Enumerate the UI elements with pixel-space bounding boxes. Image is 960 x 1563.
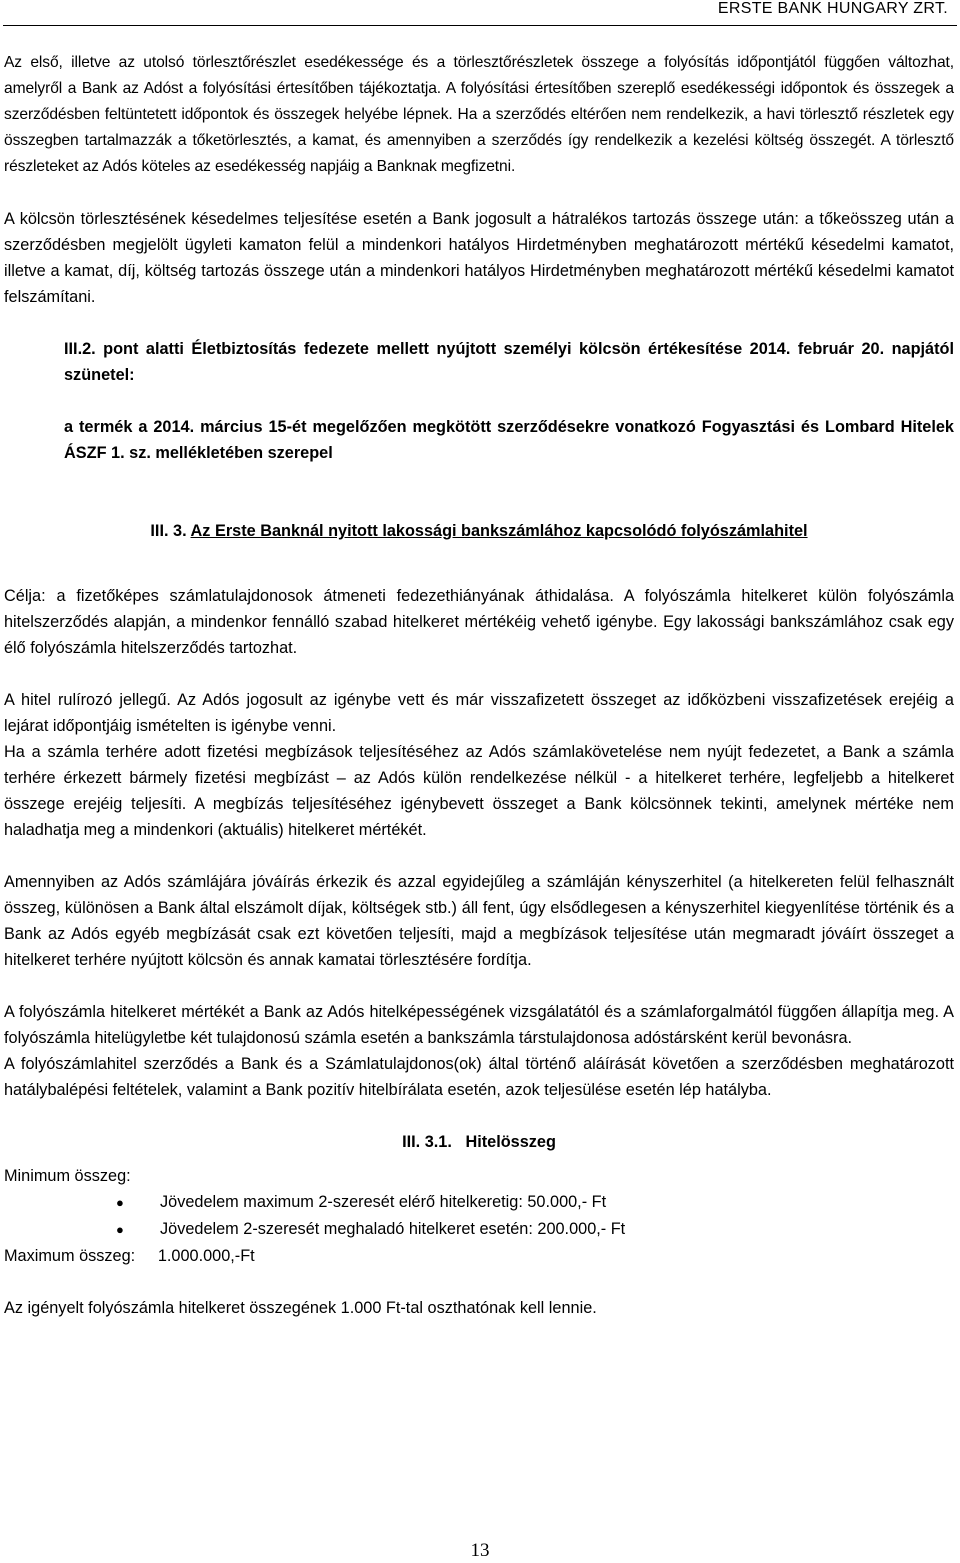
section-3-3-number: III. 3. xyxy=(150,522,187,540)
page-header-company: ERSTE BANK HUNGARY ZRT. xyxy=(717,0,948,17)
maximum-amount-label: Maximum összeg: xyxy=(4,1247,136,1265)
document-body xyxy=(4,50,954,1321)
list-item: ● Jövedelem maximum 2-szeresét elérő hitelkeretig: 50.000,- Ft xyxy=(116,1189,954,1216)
maximum-amount-line xyxy=(4,1243,954,1269)
section-3-2-note: a termék a 2014. március 15-ét megelőzően megkötött szerződésekre vonatkozó Fogyasztási és Lombard Hitelek ÁSZF 1. sz. mellékletében szerepel xyxy=(64,418,954,462)
section-3-3-1-title: Hitelösszeg xyxy=(465,1133,556,1151)
section-3-3-1-heading xyxy=(4,1129,954,1155)
minimum-amount-label: Minimum összeg: xyxy=(4,1167,131,1185)
paragraph-payment-orders: Ha a számla terhére adott fizetési megbízások teljesítéséhez az Adós számlakövetelése nem nyújt fedezetet, a Bank a számla terhére érkezett bármely fizetési megbízást – az Adós külön rendelkezése nélkül - a hitelkeret terhére, legfeljebb a hitelkeret összege erejéig teljesíti. A megbízás teljesítéséhez igénybevett összeget a Bank kölcsönnek tekinti, amelynek mértéke nem haladhatja meg a mindenkori (aktuális) hitelkeret mértékét. xyxy=(4,743,954,839)
list-item: ● Jövedelem 2-szeresét meghaladó hitelkeret esetén: 200.000,- Ft xyxy=(116,1216,954,1243)
maximum-amount-value: 1.000.000,-Ft xyxy=(157,1247,255,1265)
section-3-3-title: Az Erste Banknál nyitott lakossági bankszámlához kapcsolódó folyószámlahitel xyxy=(190,522,808,540)
paragraph-revolving: A hitel rulírozó jellegű. Az Adós jogosult az igénybe vett és már visszafizetett összeget az időközbeni visszafizetések erejéig a lejárat időpontjáig ismételten is igénybe venni. xyxy=(4,691,954,735)
paragraph-contract-effect: A folyószámlahitel szerződés a Bank és a Számlatulajdonos(ok) által történő aláírását követően a szerződésben meghatározott hatálybalépési feltételek, valamint a Bank pozitív hitelbírálata esetén, azok teljesülése esetén lép hatályba. xyxy=(4,1055,954,1099)
paragraph-divisibility: Az igényelt folyószámla hitelkeret összegének 1.000 Ft-tal oszthatónak kell lennie. xyxy=(4,1299,597,1317)
section-3-2-heading: III.2. pont alatti Életbiztosítás fedezete mellett nyújtott személyi kölcsön értékesítése 2014. február 20. napjától szünetel: xyxy=(64,340,954,384)
minimum-amount-list xyxy=(4,1189,954,1243)
header-rule xyxy=(3,25,957,26)
paragraph-repayment-schedule: Az első, illetve az utolsó törlesztőrészlet esedékessége és a törlesztőrészletek összege a folyósítás időpontjától függően változhat, amelyről a Bank az Adóst a folyósítási értesítőben tájékoztatja. A folyósítási értesítőben szereplő esedékességi időpontok és összegek a szerződésben feltüntetett időpontok és összegek helyébe lépnek. Ha a szerződés eltérően nem rendelkezik, a havi törlesztő részletek egy összegben tartalmazzák a tőketörlesztés, a kamat, és amennyiben a szerződés így rendelkezik a kezelési költség összegét. A törlesztő részleteket az Adós köteles az esedékesség napjáig a Banknak megfizetni. xyxy=(4,54,954,175)
section-3-3-1-number: III. 3.1. xyxy=(402,1133,452,1151)
paragraph-credit-limit: A folyószámla hitelkeret mértékét a Bank az Adós hitelképességének vizsgálatától és a számlaforgalmától függően állapítja meg. A folyószámla hitelügyletbe két tulajdonosú számla esetén a bankszámla társtulajdonosa adóstársként kerül bevonásra. xyxy=(4,1003,954,1047)
section-3-3-heading xyxy=(4,518,954,544)
page-number: 13 xyxy=(470,1540,490,1561)
paragraph-late-payment: A kölcsön törlesztésének késedelmes teljesítése esetén a Bank jogosult a hátralékos tartozás összege után: a tőkeösszeg után a szerződésben megjelölt ügyleti kamaton felül a mindenkori hatályos Hirdetményben meghatározott mértékű késedelmi kamatot, illetve a kamat, díj, költség tartozás összege után a mindenkori hatályos Hirdetményben meghatározott mértékű késedelmi kamatot felszámítani. xyxy=(4,210,954,306)
paragraph-forced-credit: Amennyiben az Adós számlájára jóváírás érkezik és azzal egyidejűleg a számláján kényszerhitel (a hitelkereten felül felhasznált összeg, különösen a Bank által elszámolt díjak, költségek stb.) áll fent, úgy elsődlegesen a kényszerhitel kiegyenlítése történik és a Bank az Adós egyéb megbízását csak ezt követően teljesíti, majd a megbízások teljesítése után megmaradt jóváírt összeget a hitelkeret terhére nyújtott kölcsön és annak kamatai törlesztésére fordítja. xyxy=(4,873,954,969)
paragraph-purpose: Célja: a fizetőképes számlatulajdonosok átmeneti fedezethiányának áthidalása. A folyószámla hitelkeret külön folyószámla hitelszerződés alapján, a mindenkor fennálló szabad hitelkeret mértékéig vehető igénybe. Egy lakossági bankszámlához csak egy élő folyószámla hitelszerződés tartozhat. xyxy=(4,587,954,657)
